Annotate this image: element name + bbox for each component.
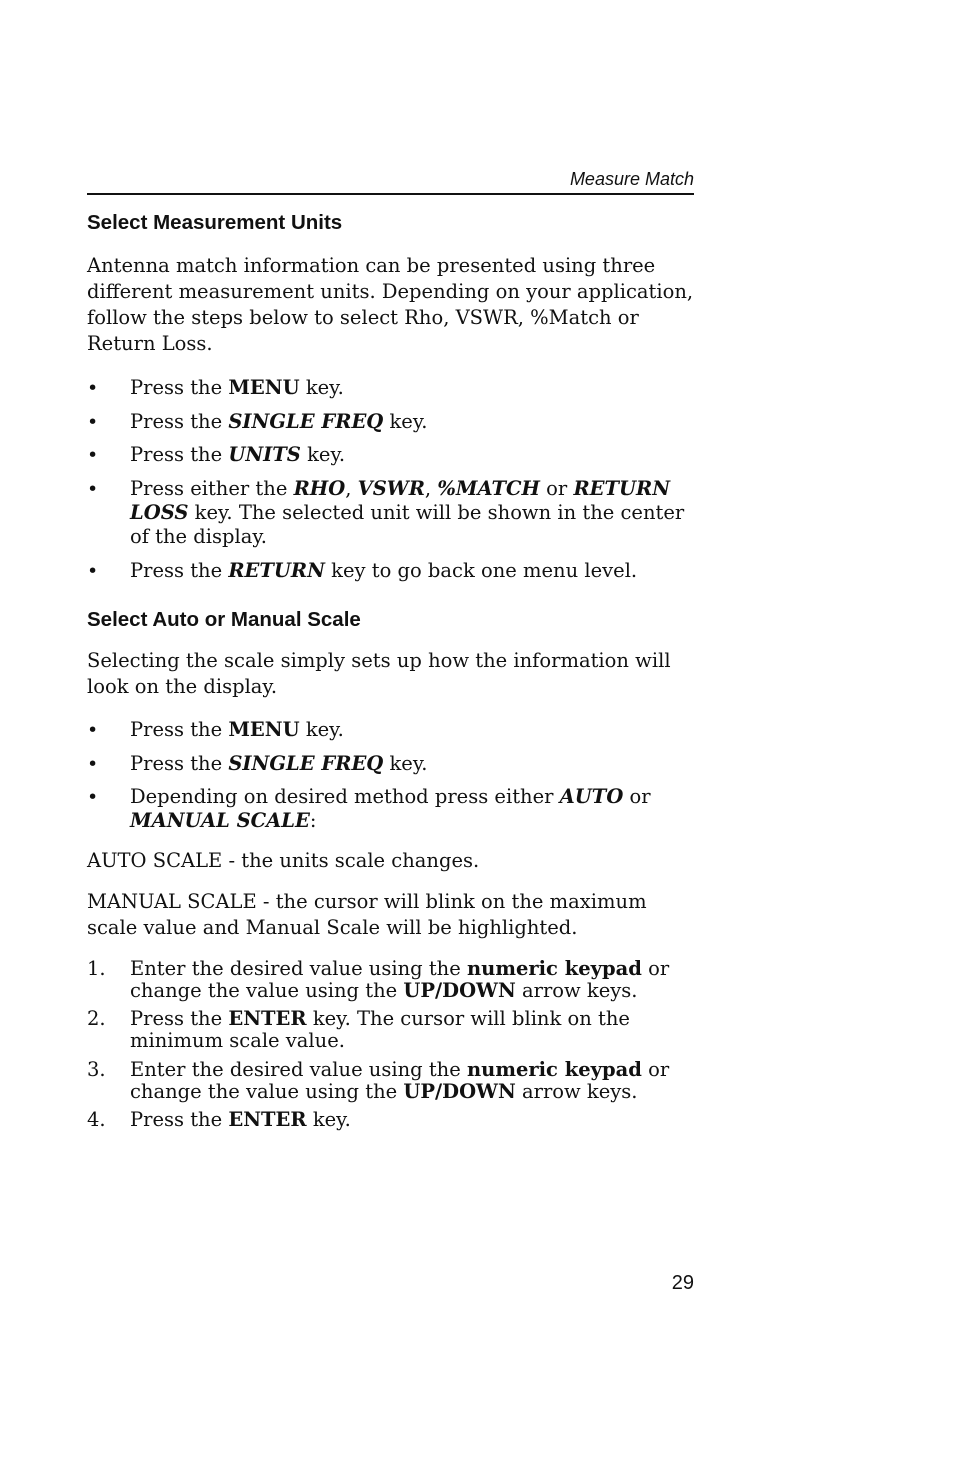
list-item: • Press the MENU key.	[87, 718, 344, 741]
page-number: 29	[671, 1272, 694, 1294]
list-item: • Press the SINGLE FREQ key.	[87, 410, 428, 433]
step-number: 1.	[87, 957, 106, 980]
running-header: Measure Match	[569, 169, 694, 189]
softkey-name: %MATCH	[437, 477, 540, 500]
numbered-step: 4. Press the ENTER key.	[87, 1108, 351, 1131]
bullet: •	[87, 560, 99, 582]
section-heading-scale: Select Auto or Manual Scale	[87, 608, 361, 631]
step-number: 3.	[87, 1058, 106, 1081]
softkey-name: VSWR	[357, 477, 425, 500]
bullet: •	[87, 478, 99, 500]
numbered-step: 2. Press the ENTER key. The cursor will blink on the minimum scale value.	[87, 1007, 630, 1052]
bullet: •	[87, 444, 99, 466]
section2-intro: Selecting the scale simply sets up how the information will look on the display.	[87, 649, 671, 698]
list-item: • Press either the RHO, VSWR, %MATCH or RETURN LOSS key. The selected unit will be shown in the center of the display.	[87, 477, 685, 548]
section-heading-measurement-units: Select Measurement Units	[87, 211, 343, 234]
bullet: •	[87, 753, 99, 775]
bullet: •	[87, 377, 99, 399]
auto-scale-note: AUTO SCALE - the units scale changes.	[87, 849, 480, 872]
section1-intro: Antenna match information can be presented using three different measurement units. Depending on your application, follow the steps below to select Rho, VSWR, %Match or Return Loss.	[87, 254, 694, 355]
header-rule	[87, 193, 694, 195]
softkey-name: SINGLE FREQ	[228, 410, 384, 433]
numbered-step: 1. Enter the desired value using the numeric keypad or change the value using the UP/DOWN arrow keys.	[87, 957, 670, 1002]
softkey-name: AUTO	[559, 785, 624, 808]
list-item: • Press the SINGLE FREQ key.	[87, 752, 428, 775]
bullet: •	[87, 719, 99, 741]
step-number: 4.	[87, 1108, 106, 1131]
softkey-name: SINGLE FREQ	[228, 752, 384, 775]
list-item: • Press the UNITS key.	[87, 443, 346, 466]
list-item: • Press the MENU key.	[87, 376, 344, 399]
step-number: 2.	[87, 1007, 106, 1030]
key-name: MENU	[228, 376, 300, 399]
softkey-name: UNITS	[228, 443, 301, 466]
bullet: •	[87, 786, 99, 808]
list-item: • Press the RETURN key to go back one menu level.	[87, 559, 638, 582]
manual-scale-note: MANUAL SCALE - the cursor will blink on the maximum scale value and Manual Scale will be highlighted.	[87, 890, 647, 939]
bullet: •	[87, 411, 99, 433]
list-item: • Depending on desired method press either AUTO or MANUAL SCALE:	[87, 785, 651, 832]
key-name: MENU	[228, 718, 300, 741]
softkey-name: RETURN	[228, 559, 325, 582]
softkey-name: MANUAL SCALE	[130, 809, 310, 832]
softkey-name: RHO	[293, 477, 346, 500]
softkey-name: RETURN LOSS	[130, 477, 671, 524]
numbered-step: 3. Enter the desired value using the numeric keypad or change the value using the UP/DOWN arrow keys.	[87, 1058, 670, 1103]
